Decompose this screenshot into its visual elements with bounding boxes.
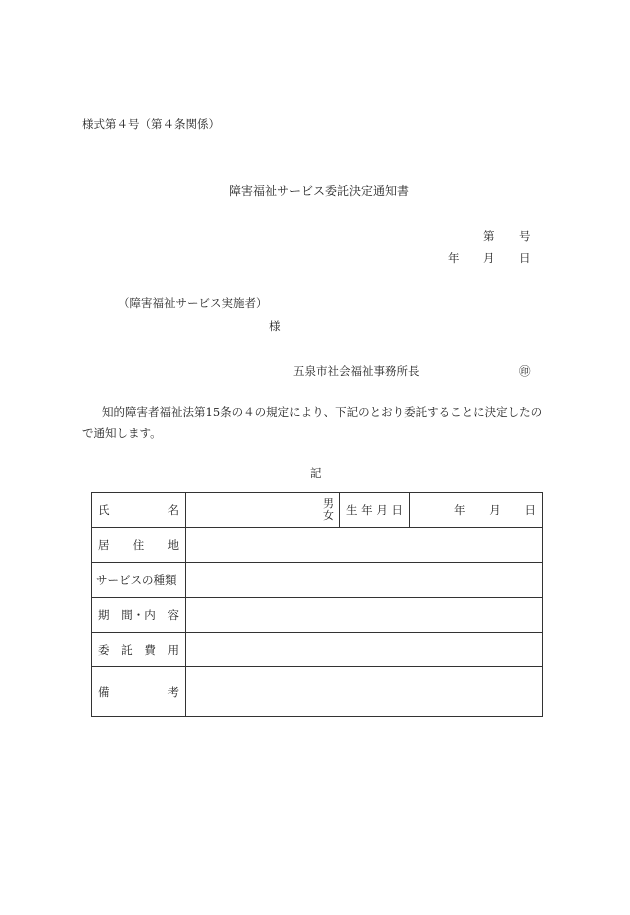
period-value-cell[interactable]	[186, 598, 543, 633]
remarks-label-char: 考	[167, 684, 179, 699]
name-label-char: 名	[167, 503, 179, 517]
gender-male: 男	[323, 497, 334, 510]
birth-month: 月	[489, 503, 501, 517]
address-label-char: 地	[167, 538, 179, 552]
cost-label-char: 託	[121, 642, 133, 657]
cost-label-char: 委	[98, 642, 110, 657]
ki-heading: 記	[310, 466, 322, 480]
row-address	[92, 528, 543, 563]
birth-year: 年	[454, 503, 466, 517]
cost-value-cell[interactable]	[186, 633, 543, 667]
row-period	[92, 598, 543, 633]
cost-label-char: 用	[167, 642, 179, 657]
remarks-label-char: 備	[98, 684, 110, 699]
birth-label-cell	[340, 493, 410, 528]
service-type-label-cell	[92, 563, 186, 598]
period-label-char: 期	[98, 608, 110, 622]
birth-label: 生 年 月 日	[346, 503, 403, 517]
remarks-value-cell[interactable]	[186, 667, 543, 717]
gender-female: 女	[323, 509, 334, 522]
row-remarks	[92, 667, 543, 717]
period-label-char: 間・内	[121, 608, 156, 622]
period-label-char: 容	[167, 608, 179, 622]
service-type-label: サービスの種類	[96, 573, 177, 587]
cost-label-cell	[92, 633, 186, 667]
address-label-char: 住	[132, 538, 145, 552]
row-service-type	[92, 563, 543, 598]
gender-marker	[186, 498, 339, 522]
form-number: 様式第４号（第４条関係）	[82, 117, 220, 131]
body-text: 知的障害者福祉法第15条の４の規定により、下記のとおり委託することに決定したので通知します。	[82, 405, 543, 440]
doc-number-dai: 第	[483, 229, 495, 243]
seal-mark: ㊞	[519, 364, 531, 378]
doc-number-go: 号	[519, 229, 531, 243]
row-name	[92, 493, 543, 528]
row-cost	[92, 633, 543, 667]
name-value-cell[interactable]	[186, 493, 340, 528]
document-title: 障害福祉サービス委託決定通知書	[229, 184, 410, 198]
address-value-cell[interactable]	[186, 528, 543, 563]
date-day: 日	[519, 251, 531, 265]
cost-label-char: 費	[144, 642, 156, 657]
period-label-cell	[92, 598, 186, 633]
date-month: 月	[483, 251, 495, 265]
recipient-label: （障害福祉サービス実施者）	[118, 296, 268, 310]
recipient-sama: 様	[269, 319, 281, 333]
remarks-label-cell	[92, 667, 186, 717]
birth-day: 日	[524, 503, 536, 517]
address-label-char: 居	[98, 538, 110, 552]
name-label-cell	[92, 493, 186, 528]
date-year: 年	[448, 251, 460, 265]
issuer-name: 五泉市社会福祉事務所長	[293, 364, 420, 378]
birth-value-cell[interactable]	[410, 493, 543, 528]
service-type-value-cell[interactable]	[186, 563, 543, 598]
address-label-cell	[92, 528, 186, 563]
record-table	[91, 492, 543, 717]
name-label-char: 氏	[98, 503, 110, 517]
